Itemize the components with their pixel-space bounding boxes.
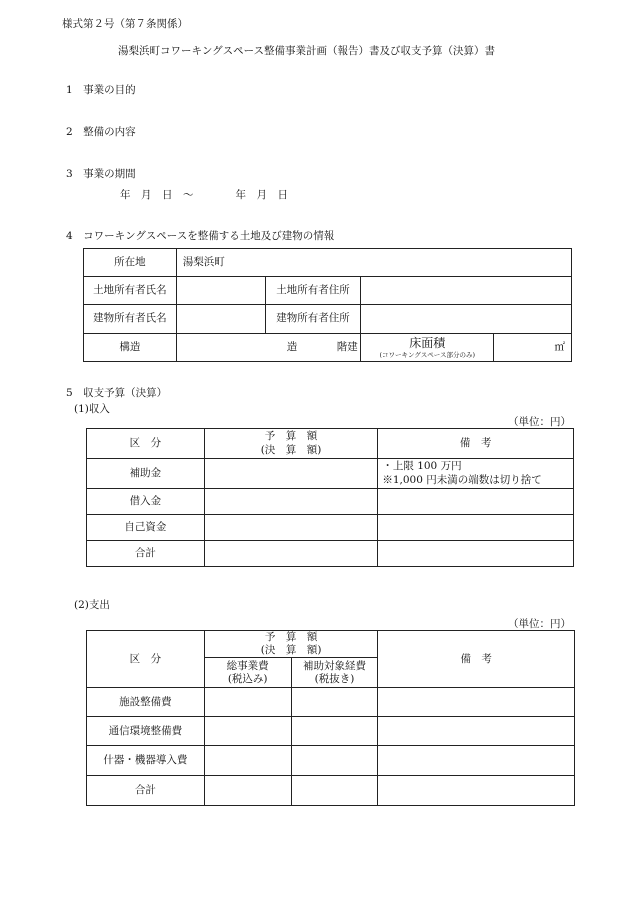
income-amount-field[interactable] (204, 541, 378, 567)
table-row (87, 515, 574, 541)
expense-row-label: 合計 (87, 776, 205, 806)
table-row (87, 688, 575, 717)
table-row (87, 746, 575, 776)
subsidy-note-2: ※1,000 円未満の端数は切り捨て (382, 473, 542, 486)
expense-remarks-field[interactable] (378, 688, 575, 717)
income-table (86, 428, 574, 567)
expense-row-label: 施設整備費 (87, 688, 205, 717)
document-title: 湯梨浜町コワーキングスペース整備事業計画（報告）書及び収支予算（決算）書 (118, 45, 496, 57)
expense-header-budget-line1: 予 算 額 (264, 631, 318, 643)
income-amount-field[interactable] (204, 489, 378, 515)
floor-area-label-cell (361, 334, 494, 362)
floor-area-label: 床面積 (409, 335, 446, 350)
expense-subsidy-field[interactable] (291, 746, 378, 776)
section-2-heading: 2 整備の内容 (66, 126, 136, 138)
expense-header-category: 区 分 (87, 631, 205, 688)
expense-unit: （単位：円） (508, 618, 571, 630)
floor-area-field[interactable] (494, 334, 572, 362)
expense-row-label: 通信環境整備費 (87, 717, 205, 746)
expense-header-subsidy-line2: (税抜き) (314, 672, 355, 685)
section-4-heading: 4 コワーキングスペースを整備する土地及び建物の情報 (66, 230, 335, 242)
expense-header-budget (204, 631, 378, 658)
income-header-budget (204, 429, 378, 459)
structure-field[interactable] (176, 334, 361, 362)
land-owner-address-field[interactable] (361, 277, 572, 305)
form-label: 様式第２号（第７条関係） (62, 18, 188, 30)
income-row-label: 補助金 (87, 459, 205, 489)
zou-text: 造 (286, 341, 298, 353)
square-meter-unit: ㎡ (554, 340, 565, 353)
expense-label: (2)支出 (74, 599, 110, 611)
land-owner-address-label: 土地所有者住所 (265, 277, 361, 305)
project-period: 年 月 日 〜 年 月 日 (120, 189, 288, 201)
subsidy-note-1: ・上限 100 万円 (382, 460, 462, 473)
income-remarks-field[interactable] (378, 459, 574, 489)
income-header-remarks: 備 考 (378, 429, 574, 459)
expense-header-subsidy (291, 658, 378, 688)
land-owner-name-field[interactable] (176, 277, 265, 305)
bldg-owner-address-label: 建物所有者住所 (265, 305, 361, 334)
income-row-label: 合計 (87, 541, 205, 567)
income-header-budget-line2: (決 算 額) (260, 443, 322, 456)
bldg-owner-address-field[interactable] (361, 305, 572, 334)
table-row (87, 717, 575, 746)
income-remarks-field[interactable] (378, 489, 574, 515)
section-5-heading: 5 収支予算（決算） (66, 387, 168, 399)
expense-total-field[interactable] (204, 717, 291, 746)
income-remarks-field[interactable] (378, 541, 574, 567)
income-header-category: 区 分 (87, 429, 205, 459)
income-remarks-field[interactable] (378, 515, 574, 541)
expense-header-subsidy-line1: 補助対象経費 (302, 659, 366, 672)
income-row-label: 自己資金 (87, 515, 205, 541)
income-header-budget-line1: 予 算 額 (264, 430, 318, 443)
income-unit: （単位：円） (508, 416, 571, 428)
structure-label: 構造 (84, 334, 177, 362)
expense-header-budget-line2: (決 算 額) (260, 644, 322, 657)
table-row (87, 459, 574, 489)
expense-remarks-field[interactable] (378, 746, 575, 776)
expense-row-label: 什器・機器導入費 (87, 746, 205, 776)
bldg-owner-name-field[interactable] (176, 305, 265, 334)
expense-header-total (204, 658, 291, 688)
expense-total-field[interactable] (204, 776, 291, 806)
location-label: 所在地 (84, 249, 177, 277)
expense-remarks-field[interactable] (378, 776, 575, 806)
income-amount-field[interactable] (204, 459, 378, 489)
income-row-label: 借入金 (87, 489, 205, 515)
expense-subsidy-field[interactable] (291, 688, 378, 717)
expense-total-field[interactable] (204, 746, 291, 776)
expense-header-total-line2: (税込み) (227, 672, 268, 685)
expense-remarks-field[interactable] (378, 717, 575, 746)
section-3-heading: 3 事業の期間 (66, 168, 136, 180)
expense-header-remarks: 備 考 (378, 631, 575, 688)
bldg-owner-name-label: 建物所有者氏名 (84, 305, 177, 334)
expense-table (86, 630, 575, 806)
table-row (87, 489, 574, 515)
location-value[interactable]: 湯梨浜町 (176, 249, 571, 277)
floor-area-note: (コワーキングスペース部分のみ) (379, 350, 475, 359)
expense-total-field[interactable] (204, 688, 291, 717)
kaidate-text: 階建 (336, 341, 358, 353)
table-row (87, 776, 575, 806)
land-building-table (83, 248, 572, 362)
table-row (87, 541, 574, 567)
expense-subsidy-field[interactable] (291, 776, 378, 806)
section-1-heading: 1 事業の目的 (66, 84, 136, 96)
income-amount-field[interactable] (204, 515, 378, 541)
expense-header-total-line1: 総事業費 (226, 659, 269, 672)
income-label: (1)収入 (74, 403, 110, 415)
expense-subsidy-field[interactable] (291, 717, 378, 746)
land-owner-name-label: 土地所有者氏名 (84, 277, 177, 305)
